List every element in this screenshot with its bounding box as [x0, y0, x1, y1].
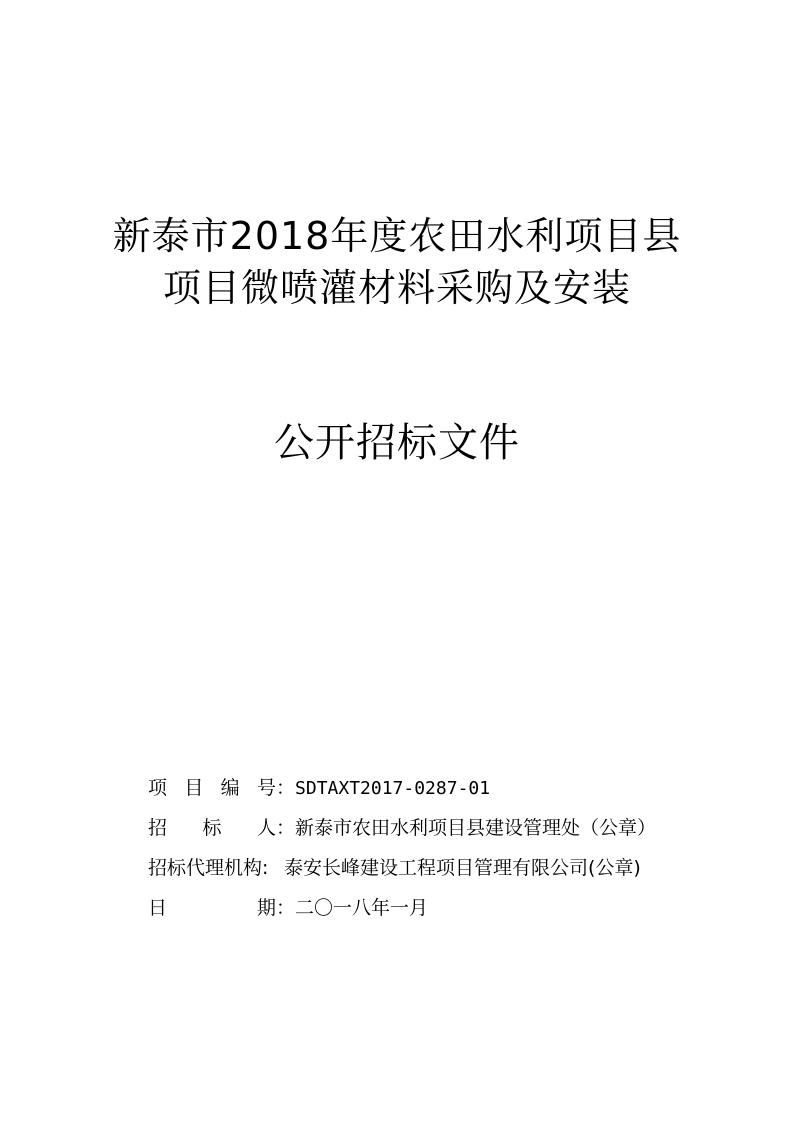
- tenderer-row: [148, 814, 748, 854]
- document-type-heading: 公开招标文件: [274, 420, 520, 466]
- date-colon: ：: [276, 897, 296, 919]
- date-row: [148, 894, 748, 934]
- date-value: 二〇一八年一月: [295, 897, 429, 919]
- project-number-colon: ：: [276, 777, 296, 799]
- tenderer-value: 新泰市农田水利项目县建设管理处（公章）: [295, 817, 657, 839]
- tenderer-label: 招 标 人: [148, 817, 276, 839]
- project-info-block: [148, 774, 748, 934]
- agency-label: 招标代理机构 :: [148, 854, 284, 882]
- agency-colon: :: [262, 857, 269, 879]
- project-number-label: 项 目 编 号: [148, 777, 276, 799]
- agency-value: 泰安长峰建设工程项目管理有限公司(公章): [284, 857, 641, 879]
- project-title-line-2: 项目微喷灌材料采购及安装: [162, 266, 631, 310]
- project-number-row: [148, 774, 748, 814]
- tenderer-colon: ：: [276, 817, 296, 839]
- project-number-value: SDTAXT2017-0287-01: [295, 778, 491, 799]
- date-label: 日 期: [148, 897, 276, 919]
- agency-row: [148, 854, 748, 894]
- project-title-line-1: 新泰市2018年度农田水利项目县: [112, 214, 682, 258]
